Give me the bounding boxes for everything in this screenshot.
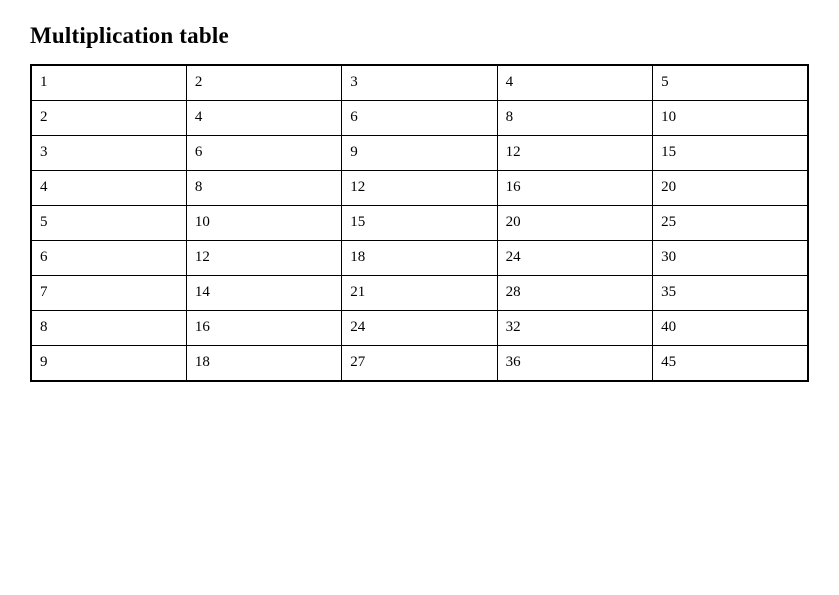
- table-cell: 6: [186, 135, 341, 170]
- table-cell: 14: [186, 275, 341, 310]
- multiplication-table: [30, 64, 809, 382]
- table-cell: 6: [31, 240, 186, 275]
- table-cell: 18: [186, 345, 341, 381]
- table-row: [31, 345, 808, 381]
- table-cell: 10: [186, 205, 341, 240]
- table-cell: 40: [653, 310, 808, 345]
- table-cell: 24: [342, 310, 497, 345]
- table-cell: 16: [186, 310, 341, 345]
- table-row: [31, 65, 808, 101]
- table-row: [31, 100, 808, 135]
- table-cell: 10: [653, 100, 808, 135]
- table-cell: 8: [186, 170, 341, 205]
- table-row: [31, 170, 808, 205]
- table-row: [31, 135, 808, 170]
- table-cell: 21: [342, 275, 497, 310]
- table-cell: 20: [497, 205, 652, 240]
- table-cell: 4: [186, 100, 341, 135]
- page-title: Multiplication table: [30, 23, 229, 48]
- table-cell: 7: [31, 275, 186, 310]
- table-cell: 12: [497, 135, 652, 170]
- table-cell: 27: [342, 345, 497, 381]
- table-cell: 4: [497, 65, 652, 101]
- table-cell: 15: [653, 135, 808, 170]
- table-cell: 1: [31, 65, 186, 101]
- table-row: [31, 205, 808, 240]
- table-cell: 28: [497, 275, 652, 310]
- table-cell: 18: [342, 240, 497, 275]
- table-cell: 5: [31, 205, 186, 240]
- table-body: [31, 65, 808, 381]
- table-row: [31, 275, 808, 310]
- table-cell: 6: [342, 100, 497, 135]
- table-cell: 3: [31, 135, 186, 170]
- table-cell: 5: [653, 65, 808, 101]
- table-cell: 36: [497, 345, 652, 381]
- table-cell: 15: [342, 205, 497, 240]
- table-cell: 45: [653, 345, 808, 381]
- table-cell: 20: [653, 170, 808, 205]
- table-cell: 2: [31, 100, 186, 135]
- table-cell: 8: [31, 310, 186, 345]
- table-cell: 32: [497, 310, 652, 345]
- table-cell: 9: [31, 345, 186, 381]
- table-cell: 35: [653, 275, 808, 310]
- table-cell: 25: [653, 205, 808, 240]
- table-cell: 3: [342, 65, 497, 101]
- table-cell: 30: [653, 240, 808, 275]
- table-cell: 12: [342, 170, 497, 205]
- table-cell: 16: [497, 170, 652, 205]
- table-row: [31, 240, 808, 275]
- table-cell: 8: [497, 100, 652, 135]
- table-row: [31, 310, 808, 345]
- table-cell: 24: [497, 240, 652, 275]
- table-cell: 9: [342, 135, 497, 170]
- table-cell: 12: [186, 240, 341, 275]
- table-cell: 2: [186, 65, 341, 101]
- table-cell: 4: [31, 170, 186, 205]
